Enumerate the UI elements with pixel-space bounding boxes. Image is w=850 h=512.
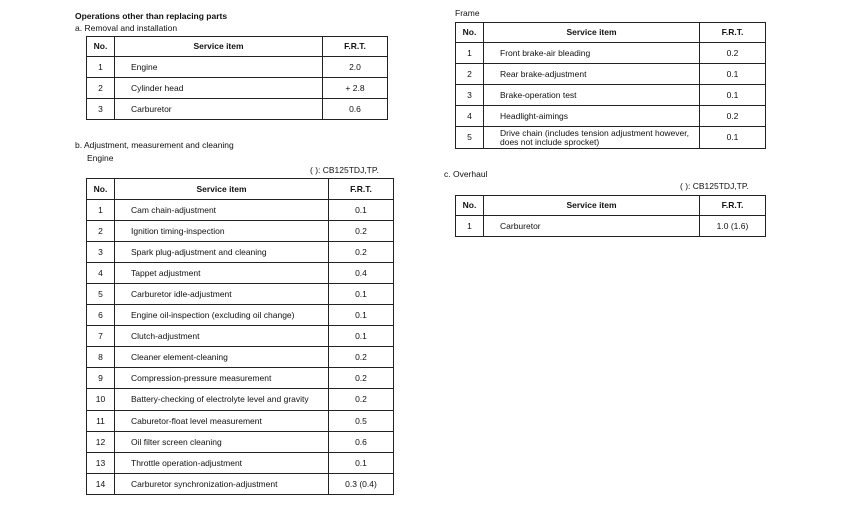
table-row — [456, 127, 766, 149]
table-row — [87, 326, 394, 347]
row-item: Front brake-air bleading — [484, 43, 700, 64]
section-b-heading: b. Adjustment, measurement and cleaning — [75, 140, 234, 150]
col-header-no: No. — [87, 37, 115, 57]
row-no: 3 — [87, 99, 115, 120]
frame-table — [455, 22, 766, 149]
row-frt: 0.1 — [329, 326, 394, 347]
row-frt: 0.4 — [329, 263, 394, 284]
row-item: Carburetor synchronization-adjustment — [115, 474, 329, 495]
row-no: 5 — [87, 284, 115, 305]
row-frt: 0.2 — [329, 368, 394, 389]
row-item: Engine — [115, 57, 323, 78]
row-item: Spark plug-adjustment and cleaning — [115, 242, 329, 263]
row-frt: 0.1 — [329, 453, 394, 474]
row-frt: 0.2 — [329, 242, 394, 263]
row-item: Compression-pressure measurement — [115, 368, 329, 389]
table-row — [87, 200, 394, 221]
row-item: Battery-checking of electrolyte level and gravity — [115, 389, 329, 411]
section-c-heading: c. Overhaul — [444, 169, 488, 179]
table-row — [87, 389, 394, 411]
row-frt: 0.1 — [700, 64, 766, 85]
col-header-no: No. — [456, 23, 484, 43]
row-frt: 0.1 — [329, 200, 394, 221]
row-no: 1 — [87, 57, 115, 78]
frame-subheading: Frame — [455, 8, 480, 18]
col-header-service-item: Service item — [484, 196, 700, 216]
col-header-frt: F.R.T. — [700, 196, 766, 216]
table-row — [87, 411, 394, 432]
row-item: Rear brake-adjustment — [484, 64, 700, 85]
row-no: 1 — [456, 43, 484, 64]
table-row — [87, 221, 394, 242]
row-item: Carburetor — [484, 216, 700, 237]
row-no: 14 — [87, 474, 115, 495]
table-row — [87, 453, 394, 474]
row-no: 3 — [456, 85, 484, 106]
table-row — [87, 284, 394, 305]
table-row — [456, 216, 766, 237]
row-item: Brake-operation test — [484, 85, 700, 106]
row-no: 11 — [87, 411, 115, 432]
row-frt: 0.1 — [700, 85, 766, 106]
row-item: Cylinder head — [115, 78, 323, 99]
table-row — [87, 305, 394, 326]
row-frt: 0.2 — [700, 43, 766, 64]
row-frt: 0.1 — [329, 305, 394, 326]
row-no: 5 — [456, 127, 484, 149]
col-header-frt: F.R.T. — [700, 23, 766, 43]
row-no: 1 — [456, 216, 484, 237]
row-no: 7 — [87, 326, 115, 347]
overhaul-model-note: ( ): CB125TDJ,TP. — [680, 181, 749, 191]
row-no: 2 — [87, 78, 115, 99]
table-row — [87, 242, 394, 263]
row-no: 4 — [456, 106, 484, 127]
row-item: Carburetor idle-adjustment — [115, 284, 329, 305]
page-title: Operations other than replacing parts — [75, 11, 228, 21]
table-row — [87, 432, 394, 453]
table-row — [456, 64, 766, 85]
row-frt: 2.0 — [323, 57, 388, 78]
table-row — [87, 263, 394, 284]
row-frt: 0.2 — [329, 389, 394, 411]
row-frt: 0.1 — [329, 284, 394, 305]
row-item: Caburetor-float level measurement — [115, 411, 329, 432]
section-a-heading: a. Removal and installation — [75, 23, 178, 33]
row-no: 2 — [456, 64, 484, 85]
row-frt: 0.2 — [329, 221, 394, 242]
row-frt: 0.5 — [329, 411, 394, 432]
table-row — [456, 106, 766, 127]
engine-table — [86, 178, 394, 495]
row-frt: 1.0 (1.6) — [700, 216, 766, 237]
col-header-service-item: Service item — [484, 23, 700, 43]
row-item: Drive chain (includes tension adjustment however, does not include sprocket) — [484, 127, 700, 149]
row-no: 9 — [87, 368, 115, 389]
row-item: Carburetor — [115, 99, 323, 120]
overhaul-table — [455, 195, 766, 237]
col-header-frt: F.R.T. — [323, 37, 388, 57]
row-item: Clutch-adjustment — [115, 326, 329, 347]
row-no: 10 — [87, 389, 115, 411]
table-row — [87, 368, 394, 389]
row-no: 4 — [87, 263, 115, 284]
col-header-frt: F.R.T. — [329, 179, 394, 200]
row-item: Cam chain-adjustment — [115, 200, 329, 221]
row-no: 12 — [87, 432, 115, 453]
row-item: Oil filter screen cleaning — [115, 432, 329, 453]
row-item: Ignition timing-inspection — [115, 221, 329, 242]
row-item: Throttle operation-adjustment — [115, 453, 329, 474]
table-row — [456, 43, 766, 64]
row-frt: 0.3 (0.4) — [329, 474, 394, 495]
table-row — [87, 99, 388, 120]
row-frt: 0.1 — [700, 127, 766, 149]
row-no: 8 — [87, 347, 115, 368]
table-row — [87, 78, 388, 99]
col-header-no: No. — [87, 179, 115, 200]
col-header-no: No. — [456, 196, 484, 216]
row-frt: 0.2 — [700, 106, 766, 127]
row-no: 2 — [87, 221, 115, 242]
table-row — [87, 347, 394, 368]
row-frt: 0.6 — [323, 99, 388, 120]
table-row — [87, 474, 394, 495]
row-frt: + 2.8 — [323, 78, 388, 99]
table-row — [456, 85, 766, 106]
row-item: Tappet adjustment — [115, 263, 329, 284]
row-frt: 0.2 — [329, 347, 394, 368]
row-no: 13 — [87, 453, 115, 474]
engine-model-note: ( ): CB125TDJ,TP. — [310, 165, 379, 175]
col-header-service-item: Service item — [115, 37, 323, 57]
row-item: Engine oil-inspection (excluding oil change) — [115, 305, 329, 326]
table-row — [87, 57, 388, 78]
row-frt: 0.6 — [329, 432, 394, 453]
row-item: Headlight-aimings — [484, 106, 700, 127]
engine-subheading: Engine — [87, 153, 114, 163]
removal-table — [86, 36, 388, 120]
row-no: 3 — [87, 242, 115, 263]
row-item: Cleaner element-cleaning — [115, 347, 329, 368]
row-no: 6 — [87, 305, 115, 326]
row-no: 1 — [87, 200, 115, 221]
col-header-service-item: Service item — [115, 179, 329, 200]
